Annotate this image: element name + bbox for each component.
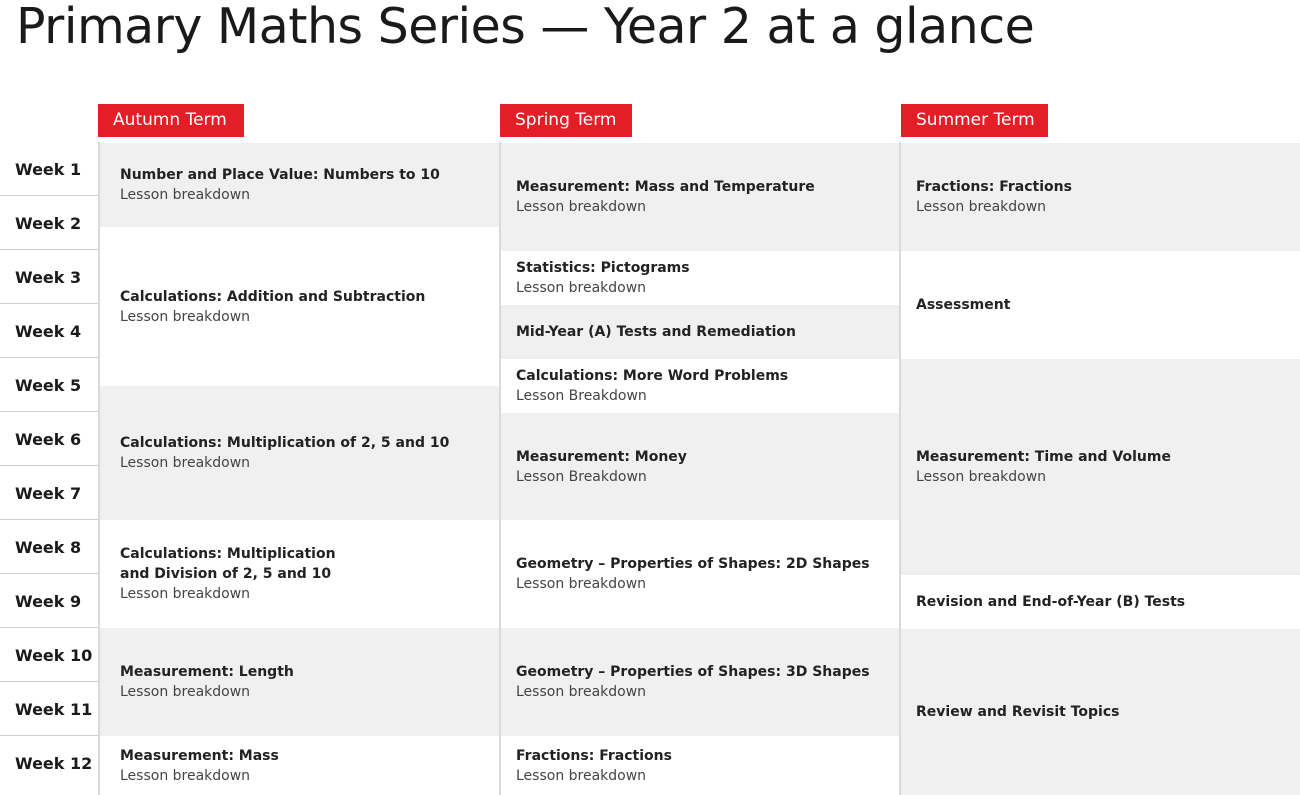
lesson-breakdown-link[interactable]: Lesson breakdown — [120, 684, 251, 700]
lesson-breakdown-link[interactable]: Lesson breakdown — [120, 455, 251, 471]
term-header-autumn: Autumn Term — [98, 104, 244, 137]
lesson-breakdown-link[interactable]: Lesson breakdown — [516, 767, 647, 784]
autumn-unit — [100, 520, 499, 628]
column-divider — [899, 142, 901, 795]
autumn-unit — [100, 628, 499, 736]
week-label: Week 3 — [0, 251, 98, 304]
lesson-breakdown-link[interactable]: Lesson breakdown — [120, 308, 251, 325]
lesson-breakdown-link[interactable]: Lesson breakdown — [916, 469, 1047, 485]
unit-title: Assessment — [916, 297, 1011, 313]
unit-title: Calculations: Addition and Subtraction — [120, 288, 426, 305]
summer-unit — [901, 629, 1300, 795]
autumn-unit — [100, 386, 499, 520]
autumn-unit — [100, 143, 499, 227]
unit-title: Measurement: Length — [120, 664, 294, 680]
lesson-breakdown-link[interactable]: Lesson Breakdown — [516, 468, 647, 485]
unit-title: Calculations: More Word Problems — [516, 368, 789, 384]
spring-unit — [501, 251, 899, 305]
lesson-breakdown-link[interactable]: Lesson Breakdown — [516, 388, 647, 404]
unit-title: Geometry – Properties of Shapes: 3D Shapes — [516, 664, 870, 680]
week-label: Week 10 — [0, 629, 98, 682]
unit-title: Calculations: Multiplication of 2, 5 and 10 — [120, 435, 450, 451]
spring-unit — [501, 628, 899, 736]
spring-unit — [501, 413, 899, 520]
unit-title: Statistics: Pictograms — [516, 260, 690, 276]
unit-title: Calculations: Multiplication and Division of 2, 5 and 10 — [120, 546, 336, 582]
week-label: Week 11 — [0, 683, 98, 736]
lesson-breakdown-link[interactable]: Lesson breakdown — [516, 280, 647, 296]
week-label: Week 2 — [0, 197, 98, 250]
page-title: Primary Maths Series — Year 2 at a glance — [16, 0, 1035, 55]
lesson-breakdown-link[interactable]: Lesson breakdown — [516, 684, 647, 700]
week-label: Week 9 — [0, 575, 98, 628]
unit-title: Measurement: Time and Volume — [916, 449, 1171, 465]
autumn-unit — [100, 736, 499, 795]
spring-unit — [501, 143, 899, 251]
summer-unit — [901, 575, 1300, 629]
unit-title: Measurement: Mass and Temperature — [516, 179, 815, 195]
unit-title: Number and Place Value: Numbers to 10 — [120, 167, 440, 183]
column-divider — [499, 142, 501, 795]
unit-title: Fractions: Fractions — [516, 747, 672, 764]
term-header-spring: Spring Term — [500, 104, 632, 137]
unit-title: Fractions: Fractions — [916, 179, 1072, 195]
lesson-breakdown-link[interactable]: Lesson breakdown — [516, 576, 647, 592]
spring-unit — [501, 305, 899, 359]
unit-title: Review and Revisit Topics — [916, 704, 1120, 720]
week-label: Week 12 — [15, 754, 93, 773]
week-label: Week 6 — [0, 413, 98, 466]
unit-title: Measurement: Money — [516, 448, 687, 465]
term-header-summer: Summer Term — [901, 104, 1048, 137]
lesson-breakdown-link[interactable]: Lesson breakdown — [120, 767, 251, 784]
column-divider — [98, 142, 100, 795]
unit-title: Geometry – Properties of Shapes: 2D Shapes — [516, 556, 870, 572]
week-label: Week 7 — [0, 467, 98, 520]
autumn-unit — [100, 227, 499, 386]
lesson-breakdown-link[interactable]: Lesson breakdown — [916, 199, 1047, 215]
summer-unit — [901, 359, 1300, 575]
summer-unit — [901, 251, 1300, 359]
lesson-breakdown-link[interactable]: Lesson breakdown — [516, 199, 647, 215]
lesson-breakdown-link[interactable]: Lesson breakdown — [120, 187, 251, 203]
week-label: Week 8 — [0, 521, 98, 574]
week-label: Week 4 — [0, 305, 98, 358]
week-label: Week 5 — [0, 359, 98, 412]
unit-title: Mid-Year (A) Tests and Remediation — [516, 324, 797, 340]
week-label: Week 1 — [0, 143, 98, 196]
spring-unit — [501, 359, 899, 413]
unit-title: Revision and End-of-Year (B) Tests — [916, 594, 1186, 610]
summer-unit — [901, 143, 1300, 251]
lesson-breakdown-link[interactable]: Lesson breakdown — [120, 586, 251, 602]
spring-unit — [501, 520, 899, 628]
unit-title: Measurement: Mass — [120, 747, 279, 764]
spring-unit — [501, 736, 899, 795]
